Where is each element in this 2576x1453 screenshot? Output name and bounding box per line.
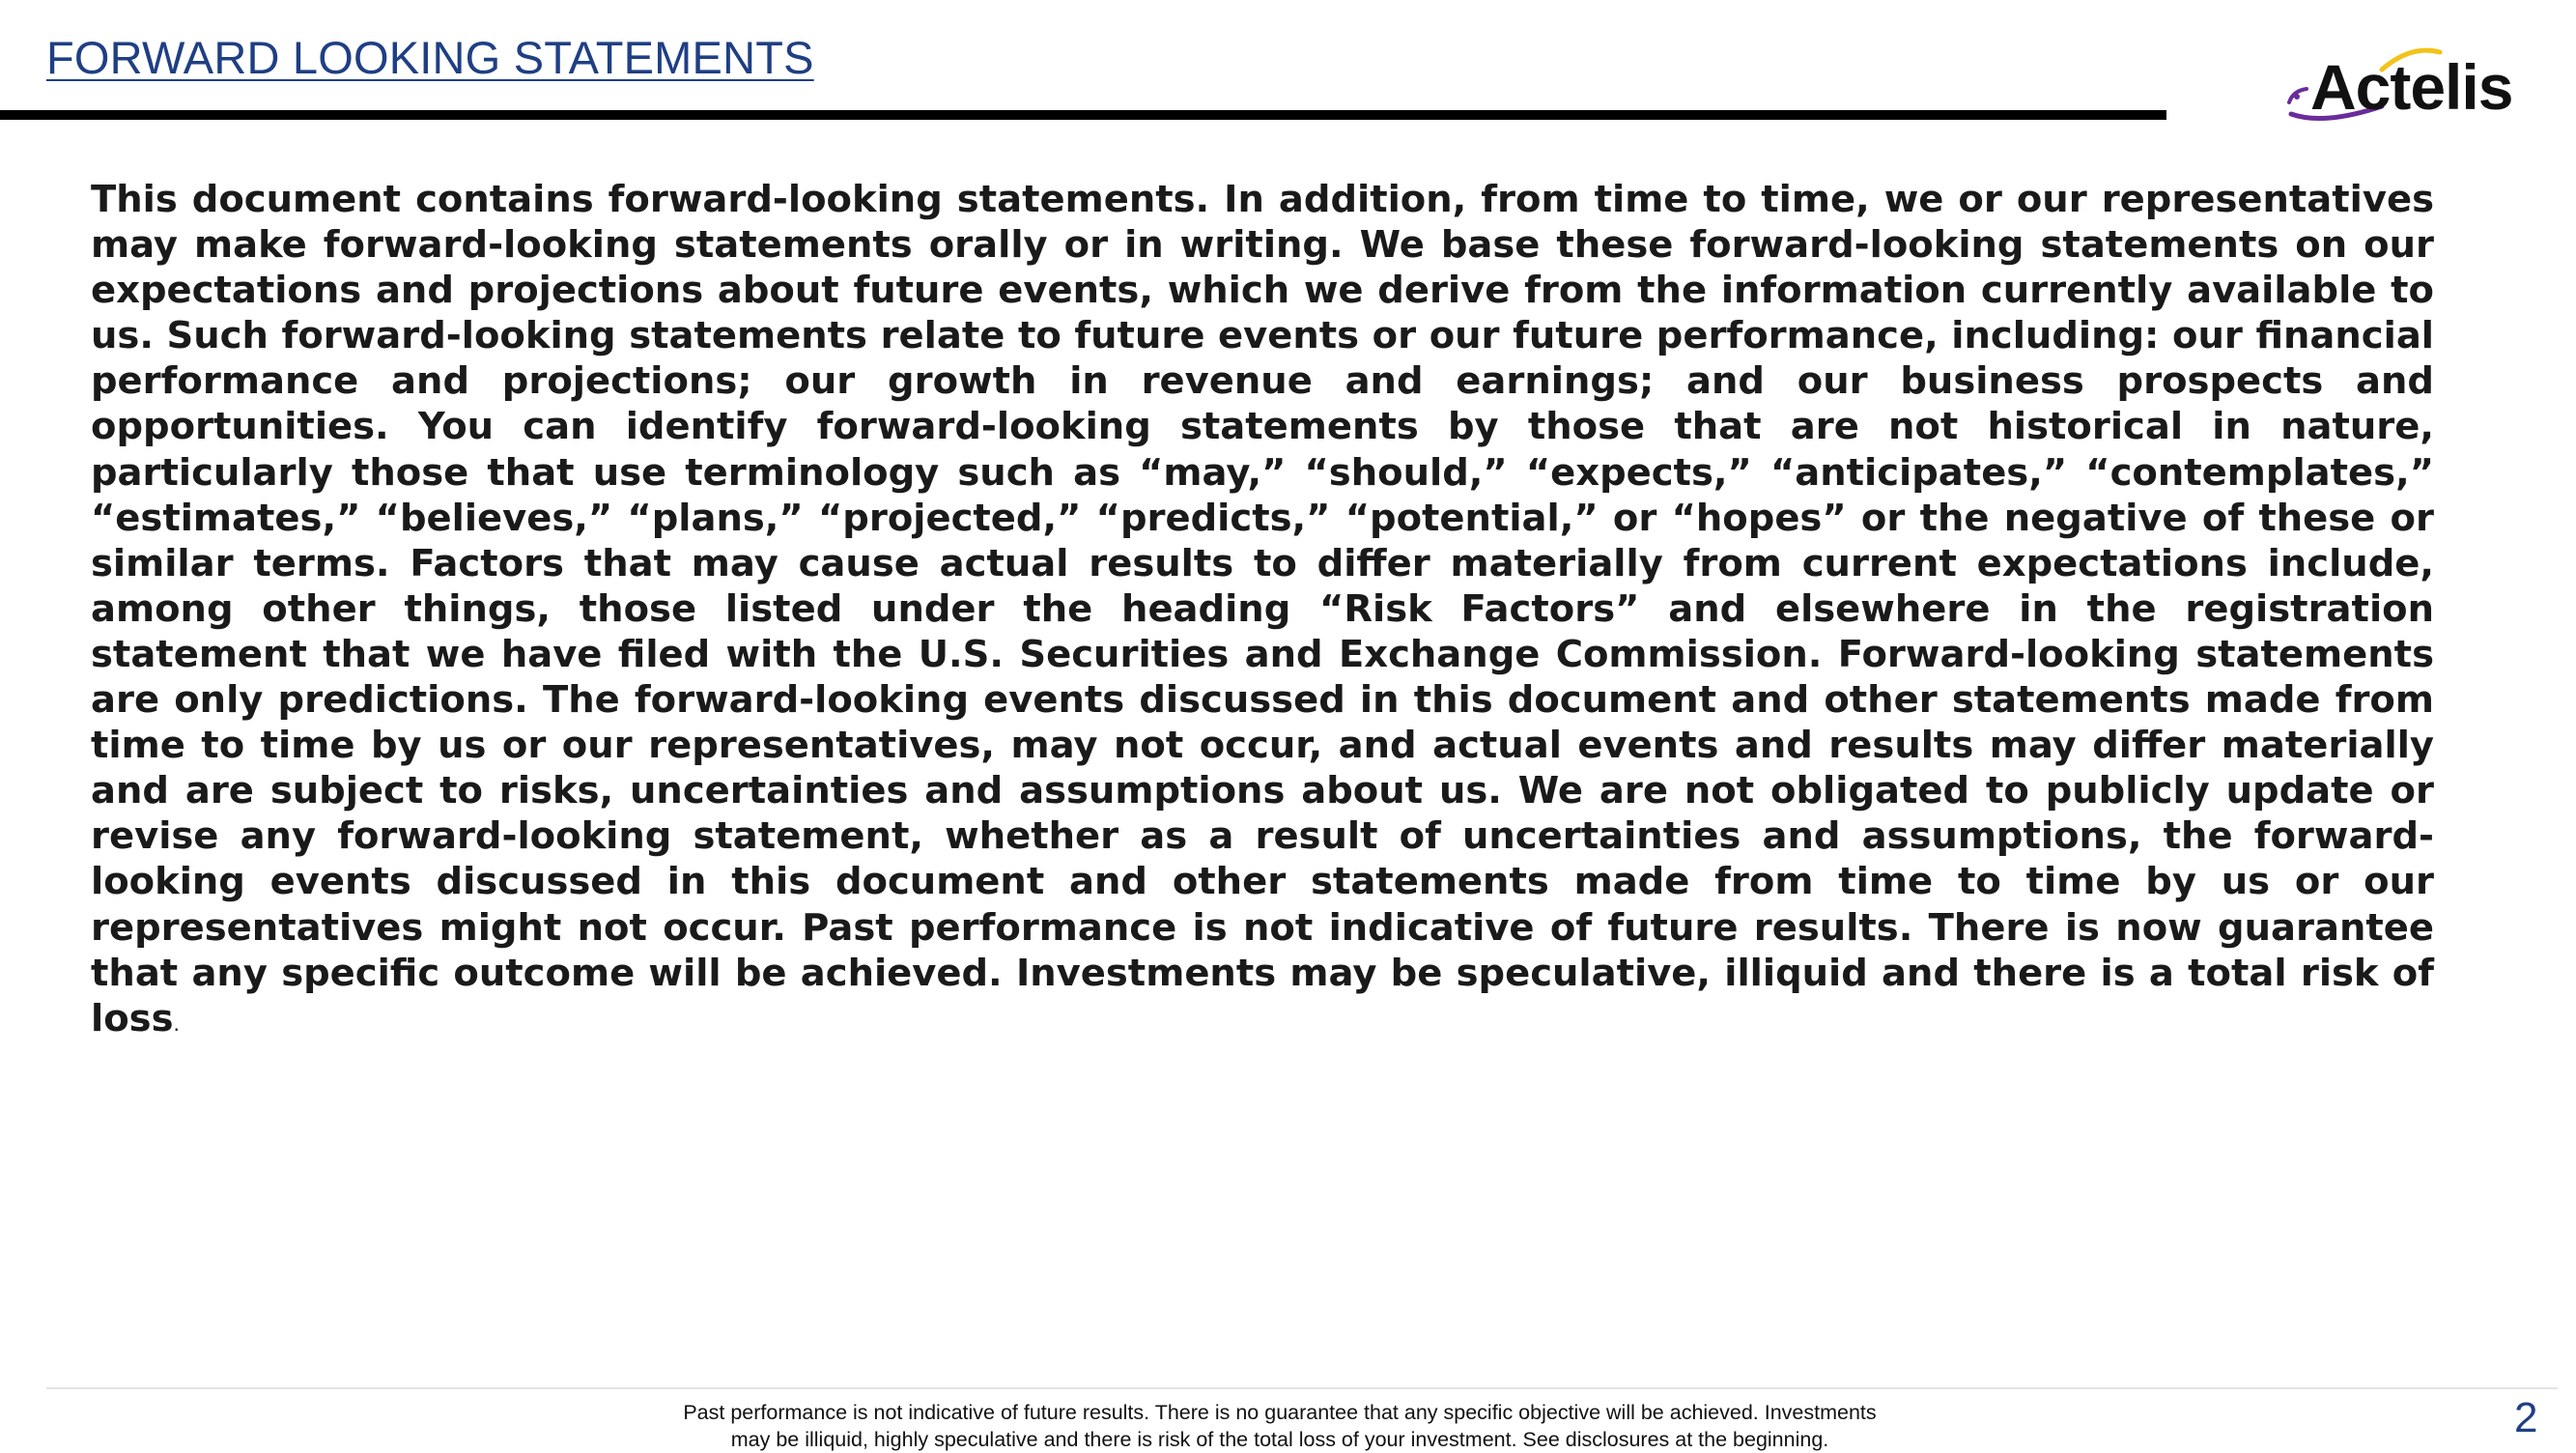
actelis-logo [2285, 43, 2546, 129]
statement-trailing-period: . [173, 1011, 180, 1036]
title-rule [0, 110, 2166, 120]
disclaimer-line-1: Past performance is not indicative of future results. There is no guarantee that any specific objective will be achieved. Investments [683, 1401, 1877, 1424]
forward-looking-statement-body [91, 177, 2434, 1047]
footer-disclaimer [522, 1399, 2038, 1453]
footer-rule [46, 1387, 2558, 1389]
logo-text: Actelis [2310, 51, 2513, 123]
slide-title: FORWARD LOOKING STATEMENTS [46, 32, 814, 83]
page-number: 2 [2514, 1394, 2538, 1441]
statement-paragraph: This document contains forward-looking statements. In addition, from time to time, we or our representatives may make forward-looking statements orally or in writing. We base these forward-looking statements on our expectations and projections about future events, which we derive from the information currently available to us. Such forward-looking statements relate to future events or our future performance, including: our financial performance and projections; our growth in revenue and earnings; and our business prospects and opportunities. You can identify forward-looking statements by those that are not historical in nature, particularly those that use terminology such as “may,” “should,” “expects,” “anticipates,” “contemplates,” “estimates,” “believes,” “plans,” “projected,” “predicts,” “potential,” or “hopes” or the negative of these or similar terms. Factors that may cause actual results to differ materially from current expectations include, among other things, those listed under the heading “Risk Factors” and elsewhere in the registration statement that we have filed with the U.S. Securities and Exchange Commission. Forward-looking statements are only predictions. The forward-looking events discussed in this document and other statements made from time to time by us or our representatives, may not occur, and actual events and results may differ materially and are subject to risks, uncertainties and assumptions about us. We are not obligated to publicly update or revise any forward-looking statement, whether as a result of uncertainties and assumptions, the forward-looking events discussed in this document and other statements made from time to time by us or our representatives might not occur. Past performance is not indicative of future results. There is now guarantee that any specific outcome will be achieved. Investments may be speculative, illiquid and there is a total risk of loss [91, 178, 2434, 1040]
disclaimer-line-2: may be illiquid, highly speculative and there is risk of the total loss of your investment. See disclosures at the beginning. [730, 1428, 1829, 1451]
